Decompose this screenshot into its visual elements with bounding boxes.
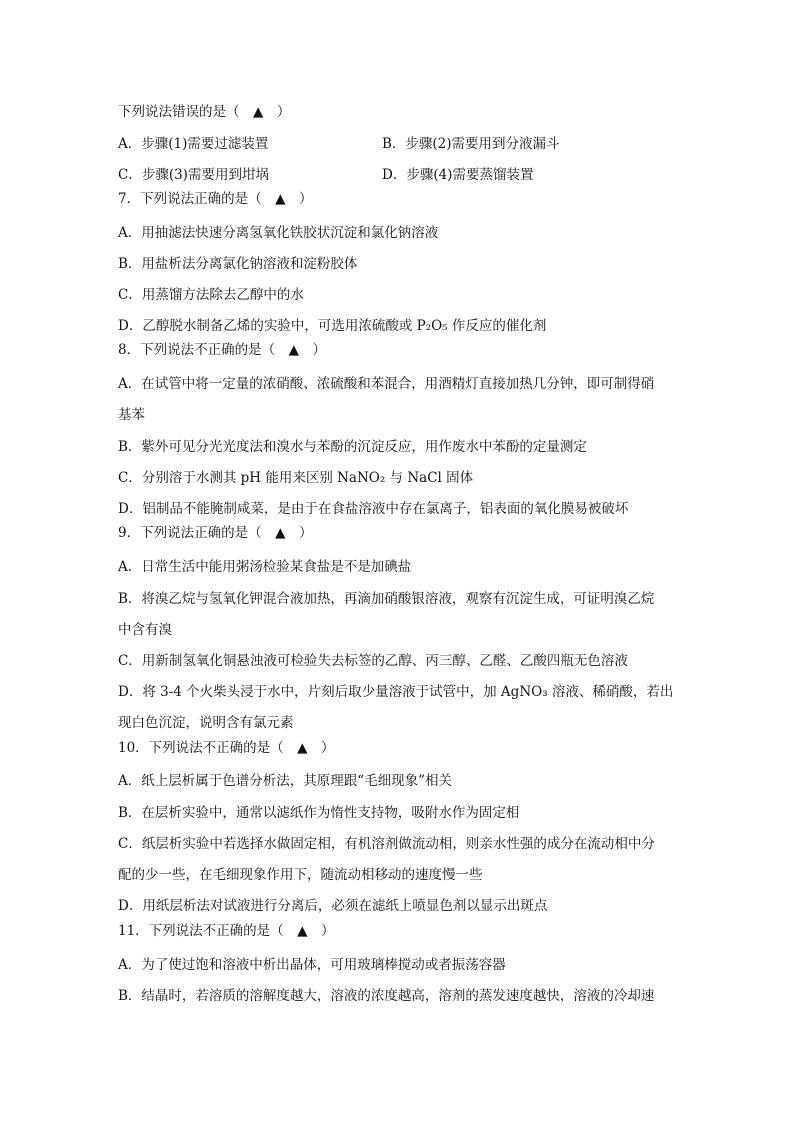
q9-option-d-cont: 现白色沉淀，说明含有氯元素 bbox=[118, 715, 294, 731]
q11-option-a: A．为了使过饱和溶液中析出晶体，可用玻璃棒搅动或者振荡容器 bbox=[118, 957, 506, 973]
q7-option-c: C．用蒸馏方法除去乙醇中的水 bbox=[118, 287, 304, 303]
q8-option-a-cont: 基苯 bbox=[118, 407, 145, 423]
question-10: 10．下列说法不正确的是（ ▲ ） bbox=[118, 740, 335, 756]
q8-option-a: A．在试管中将一定量的浓硝酸、浓硫酸和苯混合，用酒精灯直接加热几分钟，即可制得硝 bbox=[118, 376, 655, 392]
question-7: 7．下列说法正确的是（ ▲ ） bbox=[118, 191, 313, 207]
question-8: 8．下列说法不正确的是（ ▲ ） bbox=[118, 342, 326, 358]
option-d: D．步骤(4)需要蒸馏装置 bbox=[382, 167, 534, 183]
q9-option-a: A．日常生活中能用粥汤检验某食盐是不是加碘盐 bbox=[118, 559, 412, 575]
q9-option-c: C．用新制氢氧化铜悬浊液可检验失去标签的乙醇、丙三醇、乙醛、乙酸四瓶无色溶液 bbox=[118, 653, 628, 669]
q11-option-b: B．结晶时，若溶质的溶解度越大，溶液的浓度越高，溶剂的蒸发速度越快，溶液的冷却速 bbox=[118, 988, 655, 1004]
q7-option-b: B．用盐析法分离氯化钠溶液和淀粉胶体 bbox=[118, 256, 358, 272]
q7-option-d: D．乙醇脱水制备乙烯的实验中，可选用浓硫酸或 P₂O₅ 作反应的催化剂 bbox=[118, 318, 547, 334]
question-stem: 下列说法错误的是（ ▲ ） bbox=[118, 104, 291, 120]
q8-option-b: B．紫外可见分光光度法和溴水与苯酚的沉淀反应，用作废水中苯酚的定量测定 bbox=[118, 439, 587, 455]
q10-option-c: C．纸层析实验中若选择水做固定相，有机溶剂做流动相，则亲水性强的成分在流动相中分 bbox=[118, 836, 655, 852]
option-a: A．步骤(1)需要过滤装置 bbox=[118, 136, 269, 152]
q9-option-b: B．将溴乙烷与氢氧化钾混合液加热，再滴加硝酸银溶液，观察有沉淀生成，可证明溴乙烷 bbox=[118, 591, 655, 607]
option-b: B．步骤(2)需要用到分液漏斗 bbox=[382, 136, 560, 152]
question-11: 11．下列说法不正确的是（ ▲ ） bbox=[118, 923, 335, 939]
q10-option-c-cont: 配的少一些，在毛细现象作用下，随流动相移动的速度慢一些 bbox=[118, 867, 483, 883]
q10-option-a: A．纸上层析属于色谱分析法，其原理跟“毛细现象”相关 bbox=[118, 773, 453, 789]
option-c: C．步骤(3)需要用到坩埚 bbox=[118, 167, 269, 183]
question-9: 9．下列说法正确的是（ ▲ ） bbox=[118, 525, 313, 541]
q10-option-d: D．用纸层析法对试液进行分离后，必须在滤纸上喷显色剂以显示出斑点 bbox=[118, 898, 548, 914]
q8-option-c: C．分别溶于水测其 pH 能用来区别 NaNO₂ 与 NaCl 固体 bbox=[118, 470, 474, 486]
q9-option-d: D．将 3-4 个火柴头浸于水中，片刻后取少量溶液于试管中，加 AgNO₃ 溶液、稀硝酸，若出 bbox=[118, 684, 674, 700]
q10-option-b: B．在层析实验中，通常以滤纸作为惰性支持物，吸附水作为固定相 bbox=[118, 805, 520, 821]
q7-option-a: A．用抽滤法快速分离氢氧化铁胶状沉淀和氯化钠溶液 bbox=[118, 225, 439, 241]
q9-option-b-cont: 中含有溴 bbox=[118, 622, 172, 638]
q8-option-d: D．铝制品不能腌制咸菜，是由于在食盐溶液中存在氯离子，铝表面的氧化膜易被破坏 bbox=[118, 501, 629, 517]
